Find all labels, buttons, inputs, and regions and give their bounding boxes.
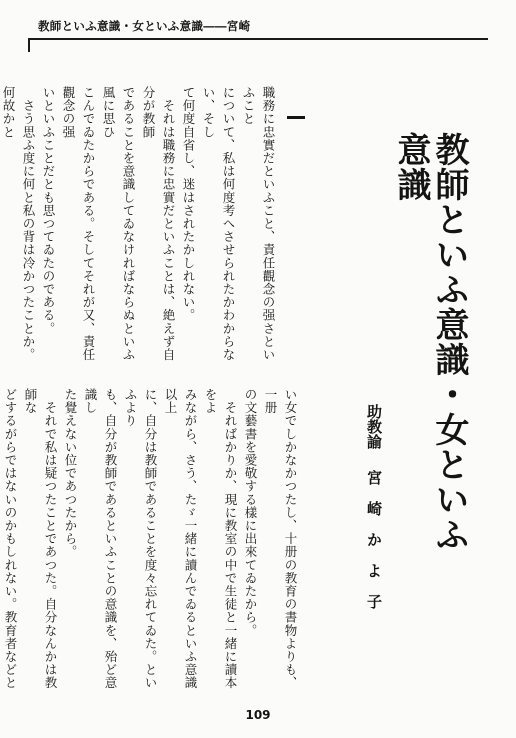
lower-text-column: い女でしかなかつたし、十册の教育の書物よりも、一册 の文藝書を愛敬する樣に出來てゐたから。 そればかりか、現に教室の中で生徒と一緒に讀本をよ みながら、さう、たゞ一緒に讀んでゐるといふ意識以上 に、自分は教師であることを度々忘れてゐた。といふより も、自分が教師であるといふことの意識を、殆ど意識し た覺えない位であつたから。 それで私は疑つたことであつた。自分なんかは教師な どするがらではないのかもしれない。教育者などと bbox=[3, 388, 298, 690]
author-name: 宮崎かよ子 bbox=[365, 470, 383, 625]
section-number bbox=[287, 116, 305, 119]
upper-text-column: 職務に忠實だといふこと、責任觀念の强さといふこと について、私は何度考へさせられたかわからない、そし て何度自省し、迷はされたかしれない。 それは職務に忠實だといふことは、絶えず自分が教師 であることを意識してゐなければならぬといふ風に思ひ こんでゐたからである。そしてそれが又、責任觀念の强 いといふことだとも思つてゐたのである。 さう思ふ度に何と私の背は冷かつたことか。何故かと bbox=[1, 86, 276, 362]
page-number: 109 bbox=[245, 708, 271, 722]
header-rule bbox=[28, 38, 488, 40]
article-title: 教師といふ意識・女といふ意識 bbox=[391, 132, 469, 552]
running-header: 教師といふ意識・女といふ意識――宮崎 bbox=[38, 19, 251, 33]
header-rule-left bbox=[28, 38, 30, 52]
author-role: 助教諭 bbox=[365, 404, 383, 449]
